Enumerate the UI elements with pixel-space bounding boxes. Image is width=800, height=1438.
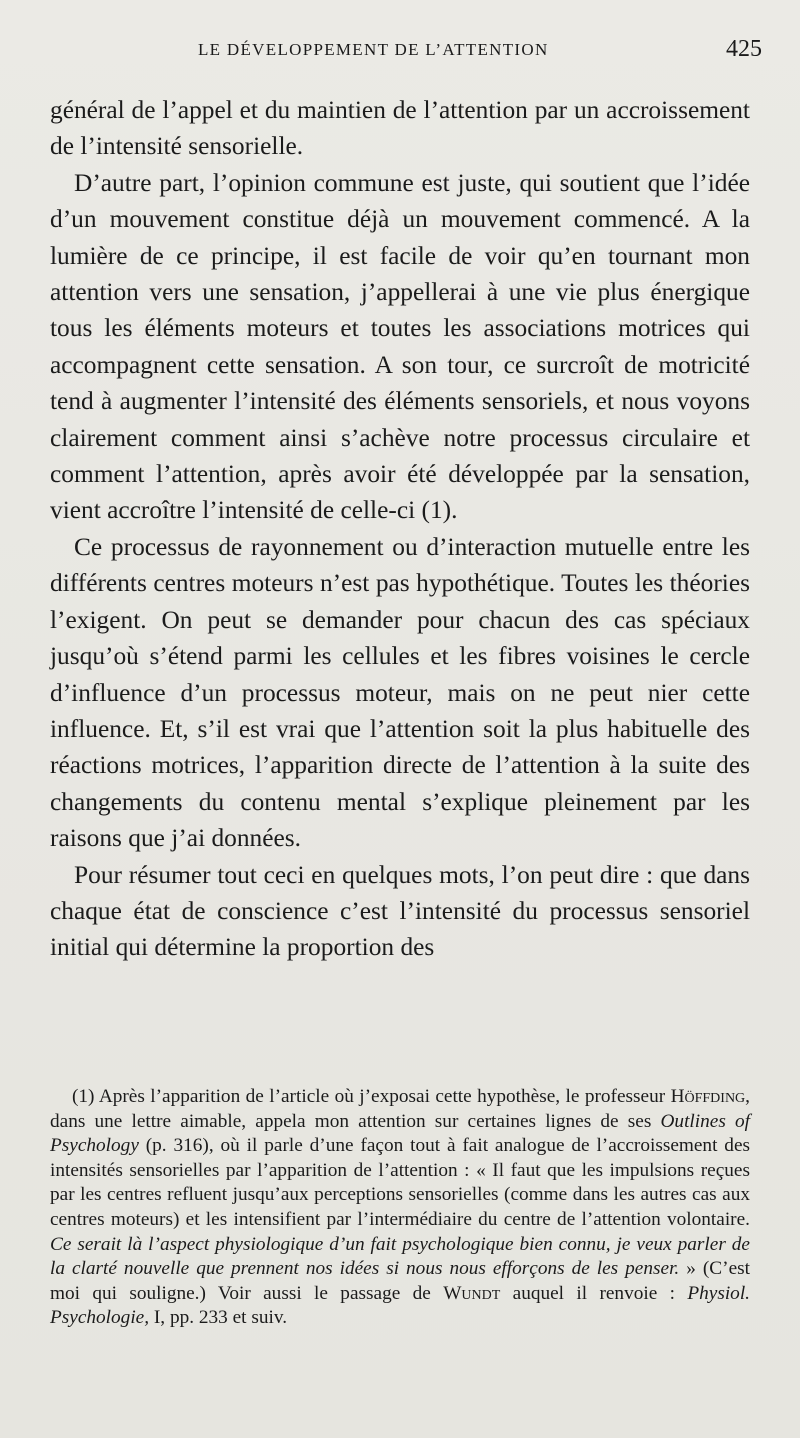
footnote-part: I, pp. 233 et suiv.	[153, 1307, 288, 1329]
footnote	[50, 1085, 750, 1331]
footnote-part: » (C’est moi qui souligne.) Voir aussi le passage de	[50, 1258, 750, 1304]
running-head	[48, 34, 762, 74]
paragraph: Pour résumer tout ceci en quelques mots, l’on peut dire : que dans chaque état de conscience c’est l’intensité du processus sensoriel initial qui détermine la proportion des	[50, 860, 750, 962]
footnote-text	[50, 1085, 750, 1331]
footnote-part: (p. 316), où il parle d’une façon tout à fait analogue de l’accroissement des intensités sensorielles par l’apparition de l’attention : « Il faut que les impulsions reçues par les centres refluent jusqu’aux perceptions sensorielles (comme dans les autres cas aux centres moteurs) et les intensifient par l’intermédiaire du centre de l’attention volontaire.	[50, 1135, 751, 1230]
running-title: LE DÉVELOPPEMENT DE L’ATTENTION	[198, 40, 549, 59]
italic-quotation: Ce serait là l’aspect physiologique d’un fait psychologique bien connu, je veux parler de la clarté nouvelle que prennent nos idées si nous nous efforçons de les penser.	[50, 1233, 750, 1280]
paragraph: D’autre part, l’opinion commune est juste, qui soutient que l’idée d’un mouvement constitue déjà un mouvement commencé. A la lumière de ce principe, il est facile de voir qu’en tournant mon attention vers une sensation, j’appellerai à une vie plus énergique tous les éléments moteurs et toutes les associations motrices qui accompagnent cette sensation. A son tour, ce surcroît de motricité tend à augmenter l’intensité des éléments sensoriels, et nous voyons clairement comment ainsi s’achève notre processus circulaire et comment l’attention, après avoir été développée par la sensation, vient accroître l’intensité de celle-ci (1).	[50, 168, 750, 525]
footnote-part: , dans une lettre aimable, appela mon attention sur certaines lignes de ses	[50, 1086, 750, 1132]
main-text	[50, 92, 750, 966]
paragraph: Ce processus de rayonnement ou d’interaction mutuelle entre les différents centres moteurs n’est pas hypothétique. Toutes les théories l’exigent. On peut se demander pour chacun des cas spéciaux jusqu’où s’étend parmi les cellules et les fibres voisines le cercle d’influence d’un processus moteur, mais on ne peut nier cette influence. Et, s’il est vrai que l’attention soit la plus habituelle des réactions motrices, l’apparition directe de l’attention à la suite des changements du contenu mental s’explique pleinement par les raisons que j’ai données.	[50, 532, 750, 853]
work-title: Outlines of Psychology	[50, 1110, 750, 1157]
page-number: 425	[726, 36, 762, 62]
work-title: Physiol. Psychologie,	[50, 1282, 750, 1329]
paragraph-continuation: général de l’appel et du maintien de l’attention par un accroissement de l’intensité sensorielle.	[50, 96, 750, 161]
footnote-part: (1) Après l’apparition de l’article où j’exposai cette hypothèse, le professeur	[72, 1086, 666, 1107]
footnote-part: auquel il renvoie :	[512, 1282, 675, 1304]
author-name: Wundt	[443, 1282, 501, 1304]
author-name: Höffding	[670, 1086, 746, 1107]
